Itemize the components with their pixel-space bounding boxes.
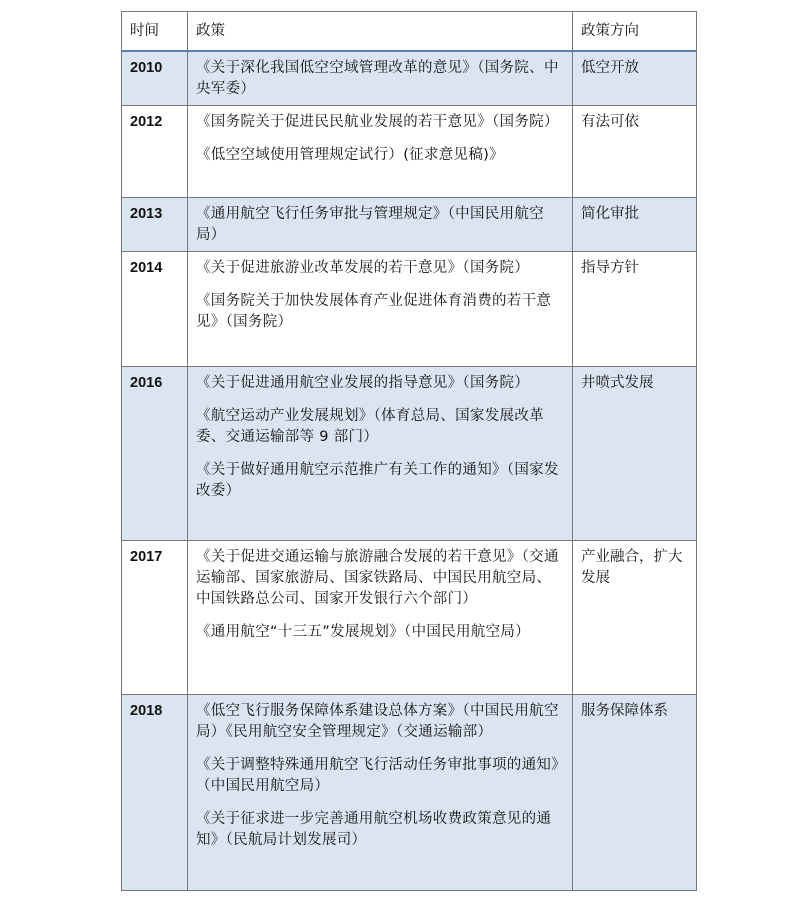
- table-row: [121, 198, 697, 252]
- row-direction: 服务保障体系: [572, 695, 697, 890]
- policy-item: 《关于促进交通运输与旅游融合发展的若干意见》（交通运输部、国家旅游局、国家铁路局、中国民用航空局、中国铁路总公司、国家开发银行六个部门）: [196, 549, 559, 607]
- row-year: 2016: [121, 367, 187, 540]
- policy-item: 《关于调整特殊通用航空飞行活动任务审批事项的通知》（中国民用航空局）: [196, 757, 559, 794]
- row-policies: [187, 367, 572, 540]
- row-year: 2018: [121, 695, 187, 890]
- row-direction: 简化审批: [572, 198, 697, 251]
- table-row: [121, 106, 697, 198]
- policy-item: 《国务院关于加快发展体育产业促进体育消费的若干意见》（国务院）: [196, 293, 552, 330]
- policy-item: 《关于做好通用航空示范推广有关工作的通知》（国家发改委）: [196, 462, 559, 499]
- row-year: 2012: [121, 106, 187, 197]
- policy-item: 《低空飞行服务保障体系建设总体方案》（中国民用航空局）《民用航空安全管理规定》（交通运输部）: [196, 703, 559, 740]
- row-policies: [187, 198, 572, 251]
- policy-item: 《通用航空“十三五”发展规划》（中国民用航空局）: [196, 624, 530, 640]
- row-direction: 有法可依: [572, 106, 697, 197]
- policy-item: 《关于促进通用航空业发展的指导意见》（国务院）: [196, 375, 530, 391]
- table-row: [121, 695, 697, 891]
- row-direction: 低空开放: [572, 52, 697, 105]
- header-policy: 政策: [187, 12, 572, 50]
- policy-item: 《关于促进旅游业改革发展的若干意见》（国务院）: [196, 260, 530, 276]
- row-policies: [187, 541, 572, 694]
- policy-item: 《关于征求进一步完善通用航空机场收费政策意见的通知》（民航局计划发展司）: [196, 811, 552, 848]
- table-row: [121, 52, 697, 106]
- policy-item: 《国务院关于促进民民航业发展的若干意见》（国务院）: [196, 114, 559, 130]
- table-header: [121, 11, 697, 52]
- row-policies: [187, 52, 572, 105]
- header-direction: 政策方向: [572, 12, 697, 50]
- table-row: [121, 252, 697, 367]
- policy-item: 《关于深化我国低空空域管理改革的意见》（国务院、中央军委）: [196, 60, 559, 97]
- policy-item: 《通用航空飞行任务审批与管理规定》（中国民用航空局）: [196, 206, 544, 243]
- table-row: [121, 541, 697, 695]
- row-year: 2017: [121, 541, 187, 694]
- row-policies: [187, 695, 572, 890]
- row-year: 2010: [121, 52, 187, 105]
- table-row: [121, 367, 697, 541]
- row-year: 2014: [121, 252, 187, 366]
- header-time: 时间: [121, 12, 187, 50]
- policy-item: 《低空空域使用管理规定试行）(征求意见稿)》: [196, 147, 504, 163]
- row-direction: 井喷式发展: [572, 367, 697, 540]
- policy-table: [121, 11, 697, 891]
- row-policies: [187, 106, 572, 197]
- row-year: 2013: [121, 198, 187, 251]
- row-policies: [187, 252, 572, 366]
- row-direction: 指导方针: [572, 252, 697, 366]
- row-direction: 产业融合，扩大发展: [572, 541, 697, 694]
- policy-item: 《航空运动产业发展规划》（体育总局、国家发展改革委、交通运输部等 9 部门）: [196, 408, 544, 445]
